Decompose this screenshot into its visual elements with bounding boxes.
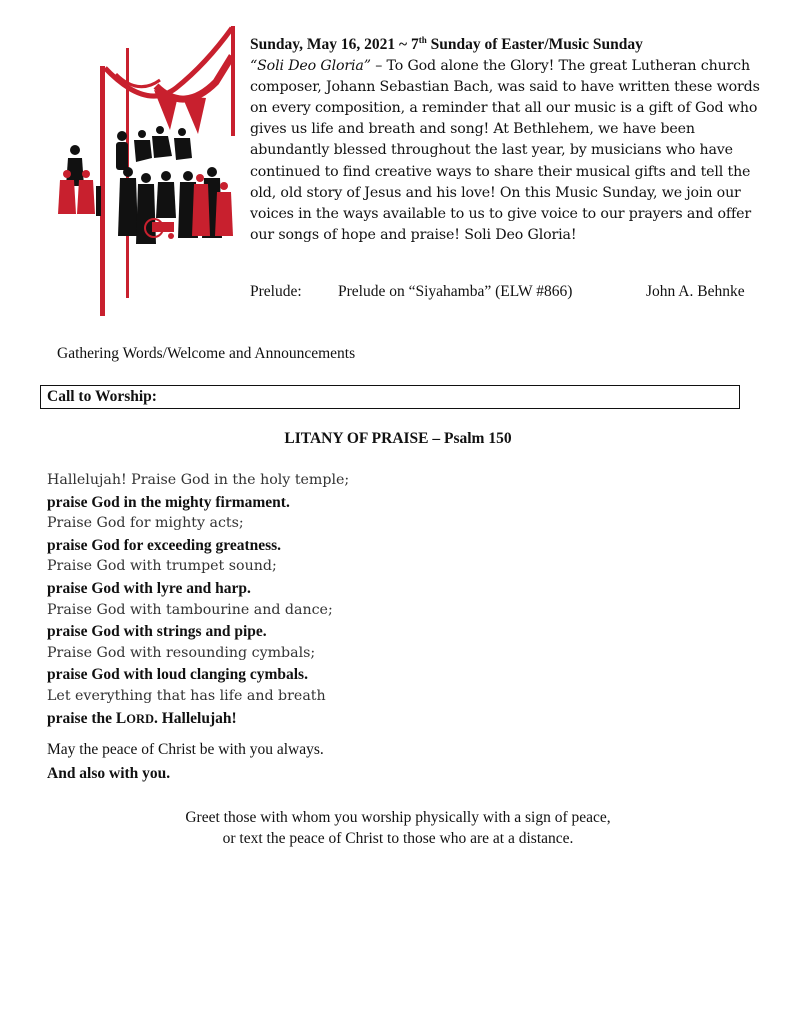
litany-people-line: praise God with loud clanging cymbals. [47,666,308,684]
header-block [250,30,770,246]
service-introduction [250,56,770,247]
prelude-composer: John A. Behnke [646,283,745,300]
litany-people-line: praise God for exceeding greatness. [47,536,282,554]
litany-people-line: praise God in the mighty firmament. [47,493,290,511]
introduction-text: – To God alone the Glory! The great Lutheran church composer, Johann Sebastian Bach, was said to have written these words on every composition, a reminder that all our music is a gift of God who gives us life and breath and song! At Bethlehem, we have been abundantly blessed throughout the last year, by musicians who have continued to find creative ways to share their musical gifts and tell the old, old story of Jesus and his love! On this Music Sunday, we join our voices in the ways available to us to give voice to our prayers and offer our songs of hope and praise! Soli Deo Gloria! [250,57,760,244]
litany-people-line: praise God with strings and pipe. [47,623,267,641]
service-title-ordinal: th [418,35,427,45]
prelude-title: Prelude on “Siyahamba” (ELW #866) [338,283,573,300]
greeting-instructions [0,807,796,849]
litany-title: LITANY OF PRAISE – Psalm 150 [284,430,512,447]
litany-leader-line: Praise God for mighty acts; [47,515,244,532]
call-to-worship-label: Call to Worship: [47,388,157,405]
service-title-date: Sunday, May 16, 2021 ~ 7 [250,36,419,54]
litany-closing-post: . Hallelujah! [154,709,237,727]
litany-leader-line: Let everything that has life and breath [47,687,326,704]
greeting-line-2: or text the peace of Christ to those who are at a distance. [222,830,574,847]
service-title-occasion: Sunday of Easter/Music Sunday [426,36,643,54]
prelude-label: Prelude: [250,283,302,300]
litany-leader-line: Hallelujah! Praise God in the holy temple; [47,472,350,488]
soli-deo-gloria-quote: “Soli Deo Gloria” [250,57,371,74]
peace-leader: May the peace of Christ be with you always. [47,741,324,758]
service-title [250,30,770,56]
litany-people-line: praise God with lyre and harp. [47,579,251,597]
litany-leader-line: Praise God with tambourine and dance; [47,601,333,618]
gathering-words: Gathering Words/Welcome and Announcements [57,345,356,362]
peace-people: And also with you. [47,765,171,782]
call-to-worship-box [40,385,740,409]
litany-leader-line: Praise God with trumpet sound; [47,558,277,575]
litany-closing-line [47,708,349,731]
litany-closing-lord: ORD [126,711,154,726]
litany-leader-line: Praise God with resounding cymbals; [47,644,316,661]
music-sunday-illustration [56,26,238,318]
greeting-line-1: Greet those with whom you worship physically with a sign of peace, [185,809,611,826]
litany [47,470,349,730]
litany-closing-pre: praise the L [47,709,127,727]
